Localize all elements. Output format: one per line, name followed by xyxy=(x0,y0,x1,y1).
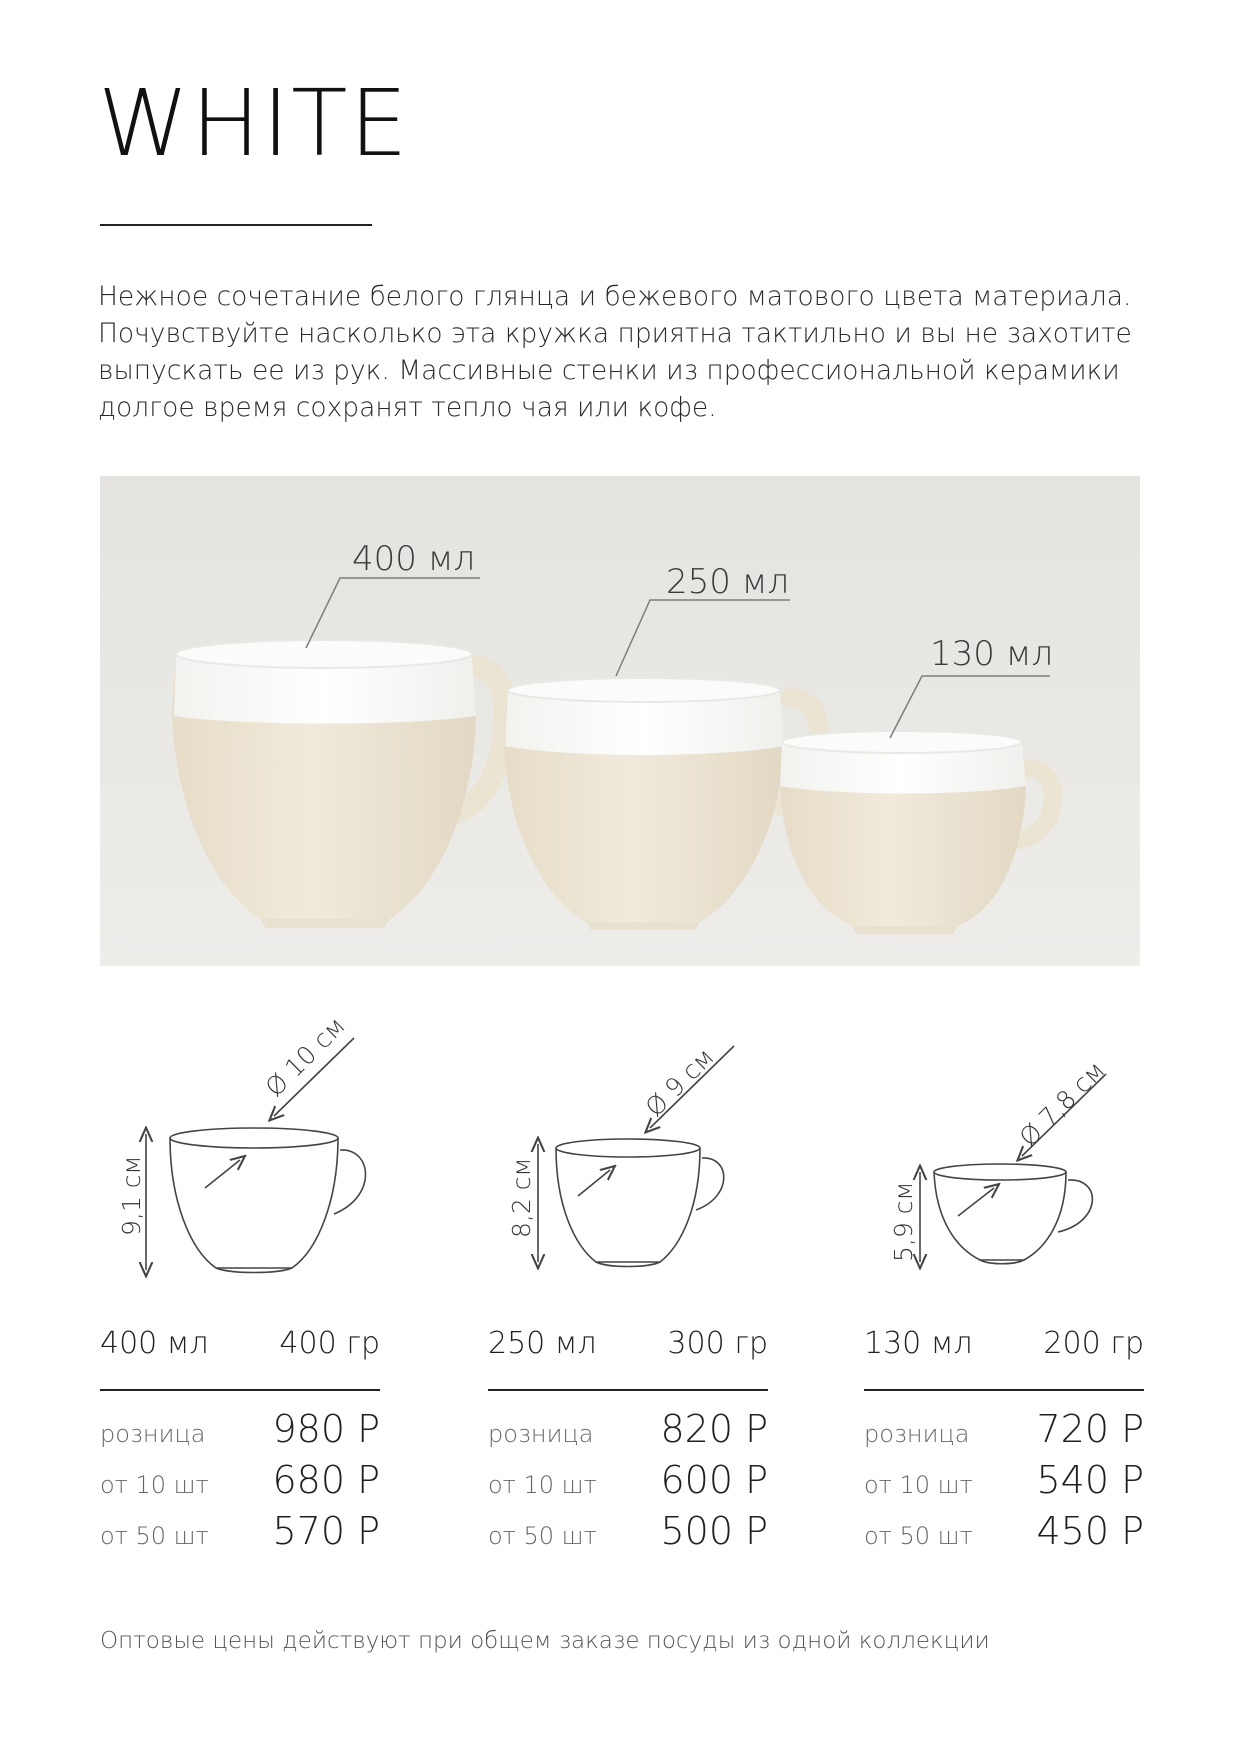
drawing-medium xyxy=(538,1046,734,1267)
price-row xyxy=(864,1407,1144,1458)
price-value: 600 Р xyxy=(660,1457,768,1502)
title-divider xyxy=(100,224,372,226)
price-value: 820 Р xyxy=(660,1406,768,1451)
price-value: 500 Р xyxy=(660,1508,768,1553)
price-row xyxy=(488,1407,768,1458)
volume: 130 мл xyxy=(864,1326,973,1361)
photo-label-400: 400 мл xyxy=(352,539,476,579)
description-line: Почувствуйте насколько эта кружка приятна тактильно и вы не захотите xyxy=(98,318,1132,349)
mugs-photo-illustration xyxy=(100,476,1140,966)
description-line: долгое время сохранят тепло чая или кофе. xyxy=(98,392,717,423)
photo-label-250: 250 мл xyxy=(666,562,790,602)
price-label: от 50 шт xyxy=(864,1521,973,1550)
price-label: от 10 шт xyxy=(864,1470,973,1499)
diameter-label-large: Ø 10 см xyxy=(259,1011,351,1103)
description-line: Нежное сочетание белого глянца и бежевого матового цвета материала. xyxy=(98,281,1132,312)
diameter-label-medium: Ø 9 см xyxy=(639,1042,720,1123)
price-label: от 50 шт xyxy=(100,1521,209,1550)
price-value: 680 Р xyxy=(272,1457,380,1502)
spec-divider xyxy=(100,1389,380,1391)
price-row xyxy=(864,1458,1144,1509)
weight: 300 гр xyxy=(667,1326,768,1361)
price-row xyxy=(100,1458,380,1509)
price-row xyxy=(488,1458,768,1509)
description xyxy=(98,278,1158,426)
description-line: выпускать ее из рук. Массивные стенки из профессиональной керамики xyxy=(98,355,1120,386)
photo-label-130: 130 мл xyxy=(930,634,1054,674)
price-row xyxy=(488,1509,768,1560)
price-value: 570 Р xyxy=(272,1508,380,1553)
price-value: 540 Р xyxy=(1036,1457,1144,1502)
height-label-large: 9,1 см xyxy=(117,1155,146,1236)
price-label: от 50 шт xyxy=(488,1521,597,1550)
spec-divider xyxy=(864,1389,1144,1391)
spec-divider xyxy=(488,1389,768,1391)
price-list xyxy=(100,1407,380,1560)
price-value: 980 Р xyxy=(272,1406,380,1451)
volume: 400 мл xyxy=(100,1326,209,1361)
page-title: WHITE xyxy=(98,70,410,177)
price-label: от 10 шт xyxy=(488,1470,597,1499)
weight: 400 гр xyxy=(279,1326,380,1361)
wholesale-footnote: Оптовые цены действуют при общем заказе посуды из одной коллекции xyxy=(100,1628,990,1654)
diameter-label-small: Ø 7,8 см xyxy=(1013,1055,1111,1153)
product-card-130 xyxy=(864,1326,1144,1560)
price-row xyxy=(100,1407,380,1458)
price-label: розница xyxy=(488,1419,594,1448)
price-value: 720 Р xyxy=(1036,1406,1144,1451)
product-photo xyxy=(100,476,1140,966)
price-row xyxy=(100,1509,380,1560)
price-label: розница xyxy=(100,1419,206,1448)
price-value: 450 Р xyxy=(1036,1508,1144,1553)
technical-drawings xyxy=(0,1000,1236,1300)
weight: 200 гр xyxy=(1043,1326,1144,1361)
volume: 250 мл xyxy=(488,1326,597,1361)
price-list xyxy=(488,1407,768,1560)
product-card-250 xyxy=(488,1326,768,1560)
height-label-medium: 8,2 см xyxy=(507,1157,536,1238)
price-list xyxy=(864,1407,1144,1560)
drawing-large xyxy=(146,1038,366,1273)
price-row xyxy=(864,1509,1144,1560)
price-label: розница xyxy=(864,1419,970,1448)
price-label: от 10 шт xyxy=(100,1470,209,1499)
height-label-small: 5,9 см xyxy=(889,1181,918,1262)
product-card-400 xyxy=(100,1326,380,1560)
